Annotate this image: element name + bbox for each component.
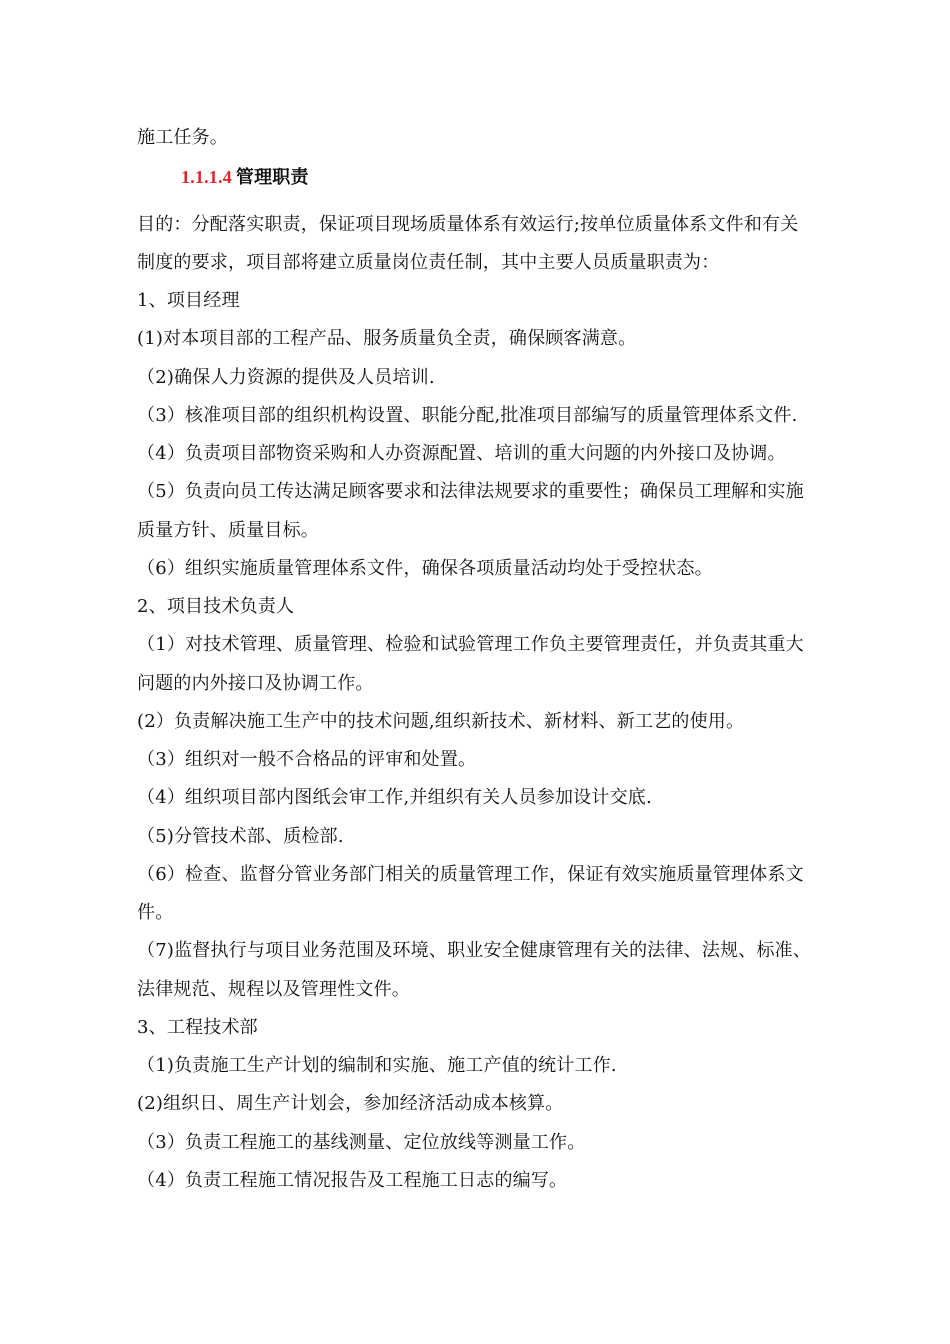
- paragraph-line: 施工任务。: [137, 127, 228, 148]
- list-item: （3）组织对一般不合格品的评审和处置。: [137, 749, 477, 770]
- list-item: （5)分管技术部、质检部.: [137, 826, 344, 847]
- list-item: (2)组织日、周生产计划会，参加经济活动成本核算。: [137, 1093, 564, 1114]
- list-item: （6）组织实施质量管理体系文件，确保各项质量活动均处于受控状态。: [137, 558, 713, 579]
- paragraph-line: 制度的要求，项目部将建立质量岗位责任制，其中主要人员质量职责为：: [137, 252, 720, 273]
- list-item: （4）负责项目部物资采购和人办资源配置、培训的重大问题的内外接口及协调。: [137, 443, 786, 464]
- section-number: 1.1.1.4: [181, 167, 232, 187]
- list-heading: 1、项目经理: [137, 290, 240, 311]
- list-item: （6）检查、监督分管业务部门相关的质量管理工作，保证有效实施质量管理体系文: [137, 864, 804, 885]
- section-title: 管理职责: [235, 167, 309, 188]
- section-heading: [181, 165, 921, 190]
- list-item: (2）负责解决施工生产中的技术问题,组织新技术、新材料、新工艺的使用。: [137, 711, 745, 732]
- list-item: （4）组织项目部内图纸会审工作,并组织有关人员参加设计交底.: [137, 787, 652, 808]
- list-item: （3）负责工程施工的基线测量、定位放线等测量工作。: [137, 1132, 586, 1153]
- list-item: （7)监督执行与项目业务范围及环境、职业安全健康管理有关的法律、法规、标准、: [137, 940, 812, 961]
- paragraph-line: 目的：分配落实职责，保证项目现场质量体系有效运行;按单位质量体系文件和有关: [137, 214, 799, 235]
- list-item: （1)负责施工生产计划的编制和实施、施工产值的统计工作.: [137, 1055, 617, 1076]
- list-item: （5）负责向员工传达满足顾客要求和法律法规要求的重要性；确保员工理解和实施: [137, 481, 804, 502]
- list-item: （2)确保人力资源的提供及人员培训.: [137, 367, 435, 388]
- list-item: （4）负责工程施工情况报告及工程施工日志的编写。: [137, 1170, 568, 1191]
- list-item-continued: 法律规范、规程以及管理性文件。: [137, 979, 410, 1000]
- list-heading: 3、工程技术部: [137, 1017, 258, 1038]
- list-item: （3）核准项目部的组织机构设置、职能分配,批准项目部编写的质量管理体系文件.: [137, 405, 798, 426]
- list-heading: 2、项目技术负责人: [137, 596, 295, 617]
- list-item-continued: 质量方针、质量目标。: [137, 520, 319, 541]
- list-item: (1)对本项目部的工程产品、服务质量负全责，确保顾客满意。: [137, 328, 637, 349]
- list-item-continued: 问题的内外接口及协调工作。: [137, 673, 374, 694]
- list-item: （1）对技术管理、质量管理、检验和试验管理工作负主要管理责任，并负责其重大: [137, 634, 804, 655]
- list-item-continued: 件。: [137, 902, 174, 923]
